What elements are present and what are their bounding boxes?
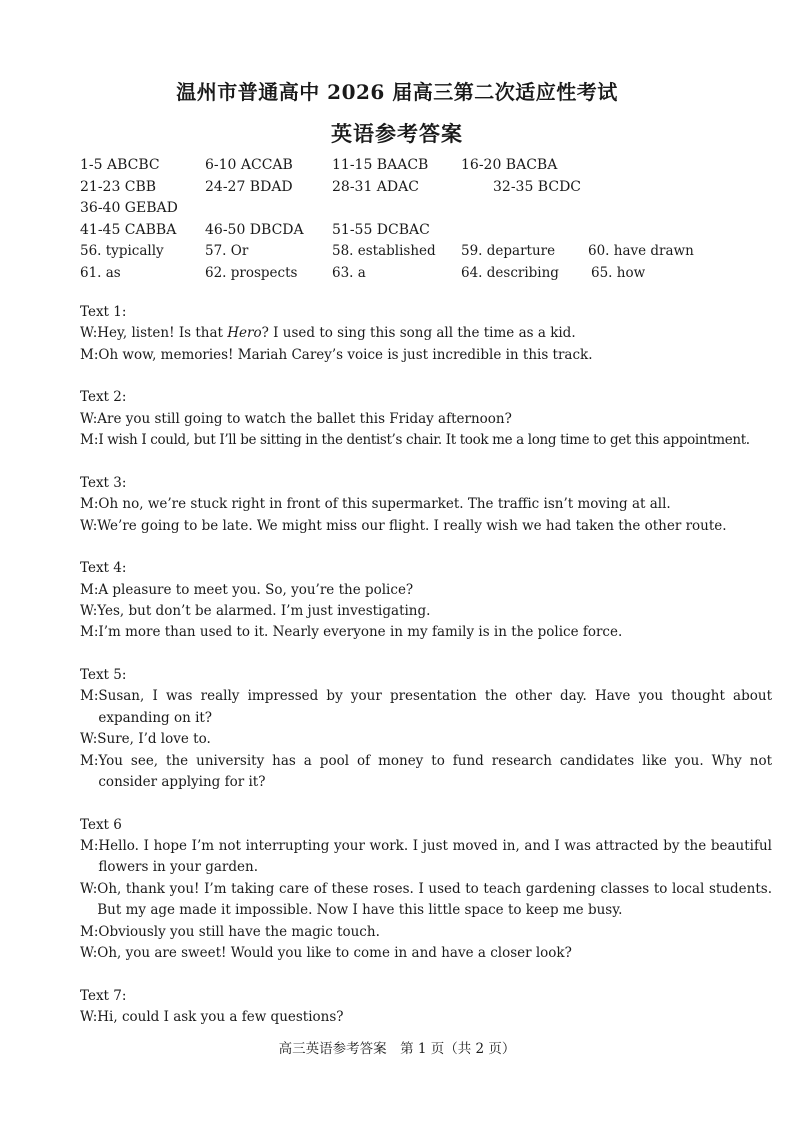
answer-row — [80, 198, 770, 220]
dialogue-line — [80, 323, 772, 344]
dialogue-text: Hello. I hope I’m not interrupting your work. I just moved in, and I was attracted by the beautiful flowers in your garden. — [98, 838, 772, 876]
page-subtitle: 英语参考答案 — [331, 121, 463, 146]
answer-row — [80, 263, 770, 285]
dialogue-line — [80, 430, 772, 451]
answer-group: 51-55 DCBAC — [332, 221, 430, 238]
dialogue-text: Are you still going to watch the ballet this Friday afternoon? — [97, 410, 512, 427]
speaker-label: W: — [80, 1009, 98, 1026]
dialogue-line — [80, 943, 772, 964]
dialogue-line — [80, 345, 772, 366]
page-title: 温州市普通高中 2026 届高三第二次适应性考试 — [176, 80, 618, 104]
fill-answer: 61. as — [80, 264, 121, 281]
dialogue-text: Oh wow, memories! Mariah Carey’s voice is just incredible in this track. — [98, 346, 593, 363]
dialogue-text: Oh no, we’re stuck right in front of this supermarket. The traffic isn’t moving at all. — [98, 496, 671, 513]
answer-row — [80, 155, 770, 177]
dialogue-text: Hi, could I ask you a few questions? — [97, 1009, 344, 1026]
dialogue-text: Susan, I was really impressed by your presentation the other day. Have you thought about expanding on it? — [98, 688, 772, 726]
dialogue-line — [80, 1007, 772, 1028]
answer-group: 24-27 BDAD — [205, 178, 293, 195]
text-heading: Text 5: — [80, 667, 127, 684]
speaker-label: W: — [80, 603, 98, 620]
speaker-label: M: — [80, 688, 99, 705]
dialogue-text: We’re going to be late. We might miss our flight. I really wish we had taken the other route. — [97, 517, 727, 534]
page-footer: 高三英语参考答案 第 1 页（共 2 页） — [278, 1041, 516, 1057]
speaker-label: M: — [80, 496, 99, 513]
speaker-label: M: — [80, 923, 99, 940]
dialogue-line — [80, 836, 772, 879]
dialogue-line — [80, 751, 772, 794]
dialogue-line — [80, 622, 772, 643]
fill-answer: 57. Or — [205, 243, 249, 259]
dialogue-text: Obviously you still have the magic touch. — [98, 923, 380, 940]
dialogue-text: A pleasure to meet you. So, you’re the police? — [98, 581, 414, 598]
transcript-block — [80, 558, 772, 644]
dialogue-line — [80, 494, 772, 515]
text-heading: Text 6 — [80, 816, 122, 833]
fill-answer: 62. prospects — [205, 264, 298, 281]
answer-group: 28-31 ADAC — [332, 178, 419, 195]
dialogue-text: Sure, I’d love to. — [97, 731, 211, 748]
answer-key — [80, 155, 770, 284]
text-heading: Text 1: — [80, 304, 127, 320]
fill-answer: 60. have drawn — [588, 243, 694, 259]
answer-row — [80, 177, 770, 199]
answer-row — [80, 241, 770, 263]
answer-group: 32-35 BCDC — [493, 178, 582, 195]
speaker-label: W: — [80, 410, 98, 427]
dialogue-line — [80, 409, 772, 430]
fill-answer: 65. how — [591, 264, 646, 281]
answer-group: 6-10 ACCAB — [205, 157, 293, 173]
answer-group: 36-40 GEBAD — [80, 200, 178, 216]
text-heading: Text 2: — [80, 389, 127, 406]
fill-answer: 64. describing — [461, 264, 559, 281]
speaker-label: M: — [80, 581, 99, 598]
answer-group: 21-23 CBB — [80, 178, 157, 195]
speaker-label: M: — [80, 346, 99, 363]
answer-group: 1-5 ABCBC — [80, 157, 160, 173]
dialogue-text: Hey, listen! Is that Hero? I used to sing this song all the time as a kid. — [97, 325, 576, 342]
dialogue-text: I’m more than used to it. Nearly everyone in my family is in the police force. — [98, 624, 623, 641]
dialogue-line — [80, 580, 772, 601]
dialogue-text: Oh, thank you! I’m taking care of these roses. I used to teach gardening classes to local students. But my age made it impossible. Now I have this little space to keep me busy. — [97, 880, 772, 919]
transcript-block — [80, 815, 772, 965]
transcript-block — [80, 986, 772, 1029]
dialogue-line — [80, 516, 772, 537]
fill-answer: 63. a — [332, 264, 366, 281]
dialogue-line — [80, 686, 772, 729]
dialogue-text: I wish I could, but I’ll be sitting in the dentist’s chair. It took me a long time to get this appointment. — [98, 432, 750, 449]
transcript-block — [80, 665, 772, 793]
speaker-label: M: — [80, 838, 99, 855]
speaker-label: W: — [80, 517, 98, 534]
answer-group: 41-45 CABBA — [80, 221, 177, 238]
fill-answer: 58. established — [332, 243, 436, 259]
speaker-label: M: — [80, 432, 99, 449]
dialogue-text: You see, the university has a pool of money to fund research candidates like you. Why not consider applying for it? — [98, 752, 772, 791]
text-heading: Text 4: — [80, 560, 127, 577]
song-title: Hero — [227, 325, 262, 342]
text-heading: Text 3: — [80, 474, 127, 491]
transcript-block — [80, 473, 772, 537]
fill-answer: 56. typically — [80, 243, 164, 259]
dialogue-line — [80, 729, 772, 750]
listening-transcript — [80, 302, 772, 1050]
text-heading: Text 7: — [80, 987, 127, 1004]
speaker-label: W: — [80, 325, 98, 342]
answer-group: 11-15 BAACB — [332, 157, 429, 173]
speaker-label: M: — [80, 752, 99, 769]
speaker-label: W: — [80, 731, 98, 748]
answer-row — [80, 220, 770, 242]
speaker-label: W: — [80, 880, 98, 897]
dialogue-text: Yes, but don’t be alarmed. I’m just investigating. — [97, 603, 431, 620]
fill-answer: 59. departure — [461, 243, 556, 259]
dialogue-line — [80, 879, 772, 922]
speaker-label: M: — [80, 624, 99, 641]
dialogue-line — [80, 601, 772, 622]
answer-group: 46-50 DBCDA — [205, 221, 304, 238]
transcript-block — [80, 302, 772, 366]
dialogue-line — [80, 922, 772, 943]
speaker-label: W: — [80, 945, 98, 962]
transcript-block — [80, 387, 772, 451]
dialogue-text: Oh, you are sweet! Would you like to come in and have a closer look? — [97, 945, 572, 962]
answer-group: 16-20 BACBA — [461, 157, 558, 173]
